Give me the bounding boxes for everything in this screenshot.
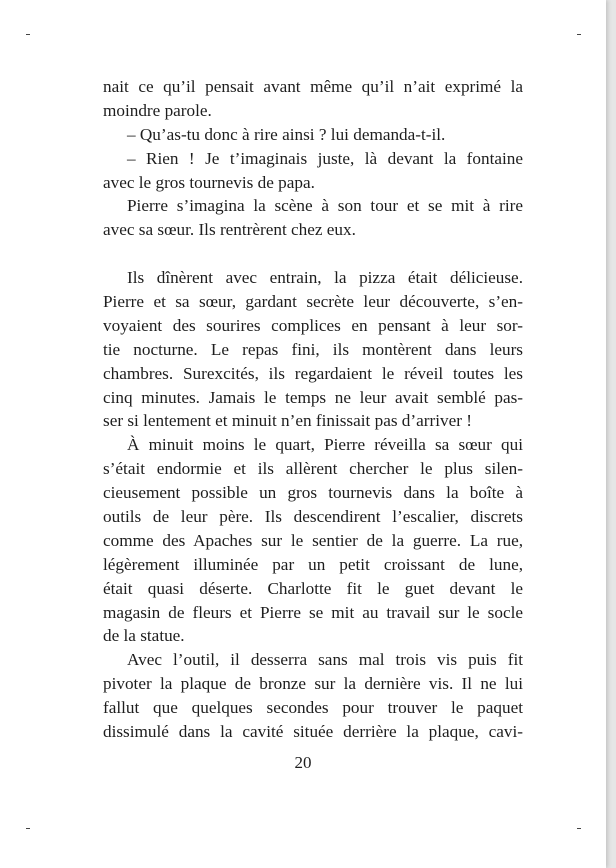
- text-line: outils de leur père. Ils descendirent l’escalier, discrets: [103, 507, 523, 527]
- text-line: tie nocturne. Le repas fini, ils montèrent dans leurs: [103, 339, 523, 359]
- text-line: avec sa sœur. Ils rentrèrent chez eux.: [103, 220, 356, 240]
- text-line: Avec l’outil, il desserra sans mal trois vis puis fit: [127, 650, 523, 670]
- crop-mark-top-right: [577, 34, 581, 35]
- text-line: Ils dînèrent avec entrain, la pizza était délicieuse.: [127, 268, 523, 288]
- paragraph: [103, 75, 523, 123]
- body-text: [103, 75, 523, 744]
- text-line: s’était endormie et ils allèrent chercher le plus silen-: [103, 459, 523, 479]
- paragraph: [103, 266, 523, 433]
- text-line: comme des Apaches sur le sentier de la guerre. La rue,: [103, 530, 523, 550]
- text-line: – Qu’as-tu donc à rire ainsi ? lui demanda-t-il.: [127, 124, 446, 144]
- text-line: pivoter la plaque de bronze sur la dernière vis. Il ne lui: [103, 674, 523, 694]
- text-line: dissimulé dans la cavité située derrière la plaque, cavi-: [103, 722, 523, 742]
- text-line: – Rien ! Je t’imaginais juste, là devant la fontaine: [127, 148, 523, 168]
- text-line: Pierre et sa sœur, gardant secrète leur découverte, s’en-: [103, 292, 523, 312]
- paragraph: [103, 648, 523, 744]
- paragraph-spacer: [103, 242, 523, 266]
- paragraph: [103, 194, 523, 242]
- paragraph: [103, 147, 523, 195]
- text-line: cinq minutes. Jamais le temps ne leur avait semblé pas-: [103, 387, 523, 407]
- crop-mark-bottom-right: [577, 828, 581, 829]
- text-line: Pierre s’imagina la scène à son tour et se mit à rire: [127, 196, 523, 216]
- text-line: magasin de fleurs et Pierre se mit au travail sur le socle: [103, 602, 523, 622]
- text-line: voyaient des sourires complices en pensant à leur sor-: [103, 315, 523, 335]
- text-line: fallut que quelques secondes pour trouver le paquet: [103, 698, 523, 718]
- text-line: cieusement possible un gros tournevis dans la boîte à: [103, 483, 523, 503]
- text-line: ser si lentement et minuit n’en finissait pas d’arriver !: [103, 411, 472, 431]
- text-line: avec le gros tournevis de papa.: [103, 172, 315, 192]
- text-line: était quasi déserte. Charlotte fit le guet devant le: [103, 578, 523, 598]
- text-line: À minuit moins le quart, Pierre réveilla sa sœur qui: [127, 435, 523, 455]
- text-line: chambres. Surexcités, ils regardaient le réveil toutes les: [103, 363, 523, 383]
- paragraph: [103, 123, 523, 147]
- paragraph: [103, 433, 523, 648]
- text-line: nait ce qu’il pensait avant même qu’il n’ait exprimé la: [103, 77, 523, 96]
- page-number: 20: [294, 753, 312, 772]
- crop-mark-bottom-left: [26, 828, 30, 829]
- text-line: de la statue.: [103, 626, 185, 646]
- crop-mark-top-left: [26, 34, 30, 35]
- text-line: moindre parole.: [103, 100, 212, 120]
- text-line: légèrement illuminée par un petit croissant de lune,: [103, 554, 523, 574]
